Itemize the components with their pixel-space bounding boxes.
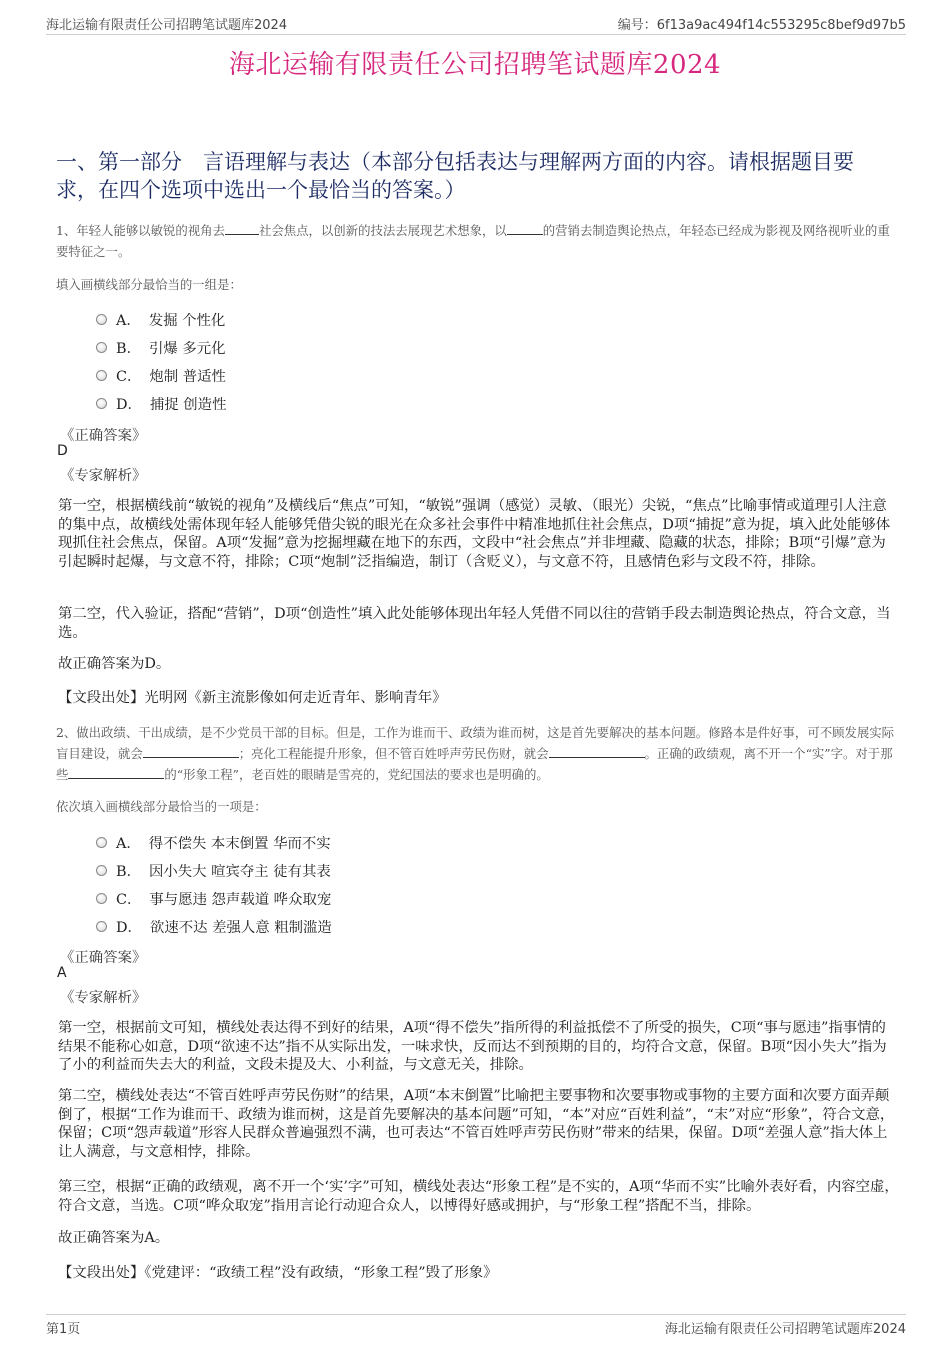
option-letter: D．	[116, 396, 142, 413]
header-serial: 编号：6f13a9ac494f14c553295c8bef9d97b5	[617, 18, 906, 33]
question-2-analysis-1: 第一空，根据前文可知，横线处表达得不到好的结果，A项“得不偿失”指所得的利益抵偿不了所受的损失，C项“事与愿违”指事情的结果不能称心如意，D项“欲速不达”指不从实际出发，一味求快，反而达不到预期的目的，均符合文意，保留。B项“因小失大”指为了小的利益而失去大的利益，文段未提及大、小利益，与文意无关，排除。	[58, 1020, 887, 1073]
option-letter: C．	[116, 368, 142, 385]
source-label: 【文段出处】	[58, 690, 145, 706]
option-text: 捕捉 创造性	[149, 396, 227, 413]
question-1-answer-label: 《正确答案》	[60, 428, 147, 444]
question-2-text	[56, 722, 900, 785]
footer-page-number: 第1页	[46, 1322, 81, 1337]
question-2-option-a[interactable]	[96, 828, 332, 856]
question-2-blank-1	[143, 747, 239, 758]
radio-icon[interactable]	[96, 314, 107, 325]
question-1-option-b[interactable]	[96, 333, 226, 361]
question-2-option-c[interactable]	[96, 884, 332, 912]
question-1-source	[58, 689, 900, 708]
question-1-option-a[interactable]	[96, 305, 226, 333]
option-letter: A．	[116, 835, 141, 852]
page-title: 海北运输有限责任公司招聘笔试题库2024	[228, 50, 722, 80]
question-2-text-part3: 。正确的政绩观，离不开一个“实”字。对于那些	[56, 746, 893, 782]
source-text: 《党建评：“政绩工程”没有政绩，“形象工程”毁了形象》	[144, 1265, 498, 1281]
radio-icon[interactable]	[96, 837, 107, 848]
question-2-answer-label: 《正确答案》	[60, 950, 147, 966]
question-2-source	[58, 1264, 900, 1283]
radio-icon[interactable]	[96, 342, 107, 353]
question-2-answer: A	[57, 965, 67, 981]
header-doc-title: 海北运输有限责任公司招聘笔试题库2024	[46, 18, 288, 33]
source-text: 光明网《新主流影像如何走近青年、影响青年》	[144, 690, 447, 706]
footer-doc-title: 海北运输有限责任公司招聘笔试题库2024	[664, 1322, 906, 1337]
question-1-analysis-1: 第一空，根据横线前“敏锐的视角”及横线后“焦点”可知，“敏锐”强调（感觉）灵敏、（眼光）尖锐，“焦点”比喻事情或道理引人注意的集中点，故横线处需体现年轻人能够凭借尖锐的眼光在众多社会事件中精准地抓住社会焦点，D项“捕捉”意为捉，填入此处能够体现抓住社会焦点，保留。A项“发掘”意为挖掘埋藏在地下的东西，文段中“社会焦点”并非埋藏、隐藏的状态，排除；B项“引爆”意为引起瞬时起爆，与文意不符，排除；C项“炮制”泛指编造，制订（含贬义），与文意不符，且感情色彩与文段不符，排除。	[58, 498, 891, 570]
question-2-blank-2	[549, 747, 645, 758]
radio-icon[interactable]	[96, 370, 107, 381]
option-text: 事与愿违 怨声载道 哗众取宠	[149, 891, 332, 908]
option-letter: D．	[116, 919, 142, 936]
option-text: 欲速不达 差强人意 粗制滥造	[149, 919, 332, 936]
question-1-blank-1	[225, 224, 259, 235]
question-1-text-part1: 1、年轻人能够以敏锐的视角去	[56, 223, 225, 238]
question-2-option-b[interactable]	[96, 856, 332, 884]
question-2-text-part4: 的“形象工程”，老百姓的眼睛是雪亮的，党纪国法的要求也是明确的。	[164, 767, 549, 782]
question-2-options	[96, 828, 332, 940]
question-2-analysis-label: 《专家解析》	[60, 990, 147, 1006]
radio-icon[interactable]	[96, 398, 107, 409]
option-text: 引爆 多元化	[148, 340, 226, 357]
option-letter: A．	[116, 312, 141, 329]
section-heading: 一、第一部分 言语理解与表达（本部分包括表达与理解两方面的内容。请根据题目要求，在四个选项中选出一个最恰当的答案。）	[56, 150, 854, 202]
question-1-text	[56, 220, 900, 262]
question-2-analysis-3: 第三空，根据“正确的政绩观，离不开一个‘实’字”可知，横线处表达“形象工程”是不实的，A项“华而不实”比喻外表好看，内容空虚，符合文意，当选。C项“哗众取宠”指用言论行动迎合众人，以博得好感或拥护，与“形象工程”搭配不当，排除。	[58, 1179, 899, 1214]
option-letter: B．	[116, 863, 141, 880]
option-letter: B．	[116, 340, 141, 357]
radio-icon[interactable]	[96, 893, 107, 904]
question-1-answer: D	[57, 443, 68, 459]
question-2-text-part2: ；亮化工程能提升形象，但不管百姓呼声劳民伤财，就会	[238, 746, 549, 761]
question-1-option-d[interactable]	[96, 389, 226, 417]
question-1-analysis-2: 第二空，代入验证，搭配“营销”，D项“创造性”填入此处能够体现出年轻人凭借不同以往的营销手段去制造舆论热点，符合文意，当选。	[58, 606, 891, 641]
radio-icon[interactable]	[96, 865, 107, 876]
question-1-analysis-label: 《专家解析》	[60, 468, 147, 484]
page-footer	[46, 1314, 906, 1335]
question-2-analysis-4: 故正确答案为A。	[58, 1230, 170, 1246]
question-2-analysis-2: 第二空，横线处表达“不管百姓呼声劳民伤财”的结果，A项“本末倒置”比喻把主要事物和次要事物或事物的主要方面和次要方面弄颠倒了，根据“工作为谁而干、政绩为谁而树，这是首先要解决的基本问题”可知，“本”对应“百姓利益”，“末”对应“形象”，符合文意，保留；C项“怨声载道”形容人民群众普遍强烈不满，也可表达“不管百姓呼声劳民伤财”带来的结果，保留。D项“差强人意”指大体上让人满意，与文意相悖，排除。	[58, 1088, 895, 1160]
option-text: 得不偿失 本末倒置 华而不实	[148, 835, 331, 852]
option-text: 发掘 个性化	[148, 312, 226, 329]
option-text: 因小失大 喧宾夺主 徒有其表	[148, 863, 331, 880]
option-letter: C．	[116, 891, 142, 908]
question-2-prompt: 依次填入画横线部分最恰当的一项是：	[56, 799, 267, 814]
question-1-option-c[interactable]	[96, 361, 226, 389]
source-label: 【文段出处】	[58, 1265, 145, 1281]
radio-icon[interactable]	[96, 921, 107, 932]
question-2-blank-3	[68, 768, 164, 779]
question-1-text-part2: 社会焦点，以创新的技法去展现艺术想象，以	[258, 223, 507, 238]
question-1-analysis-3: 故正确答案为D。	[58, 656, 171, 672]
question-1-blank-2	[507, 224, 543, 235]
option-text: 炮制 普适性	[149, 368, 226, 385]
question-1-text-part3: 的营销去制造舆论热点，年轻态已经成为影视及网络视听业的重要特征之一。	[56, 223, 890, 259]
question-2-option-d[interactable]	[96, 912, 332, 940]
page-header	[46, 12, 906, 35]
question-2-text-part1: 2、做出政绩、干出成绩，是不少党员干部的目标。但是，工作为谁而干、政绩为谁而树，这是首先要解决的基本问题。修路本是件好事，可不顾发展实际盲目建设，就会	[56, 725, 895, 761]
question-1-options	[96, 305, 226, 417]
question-1-prompt: 填入画横线部分最恰当的一组是：	[56, 277, 242, 292]
